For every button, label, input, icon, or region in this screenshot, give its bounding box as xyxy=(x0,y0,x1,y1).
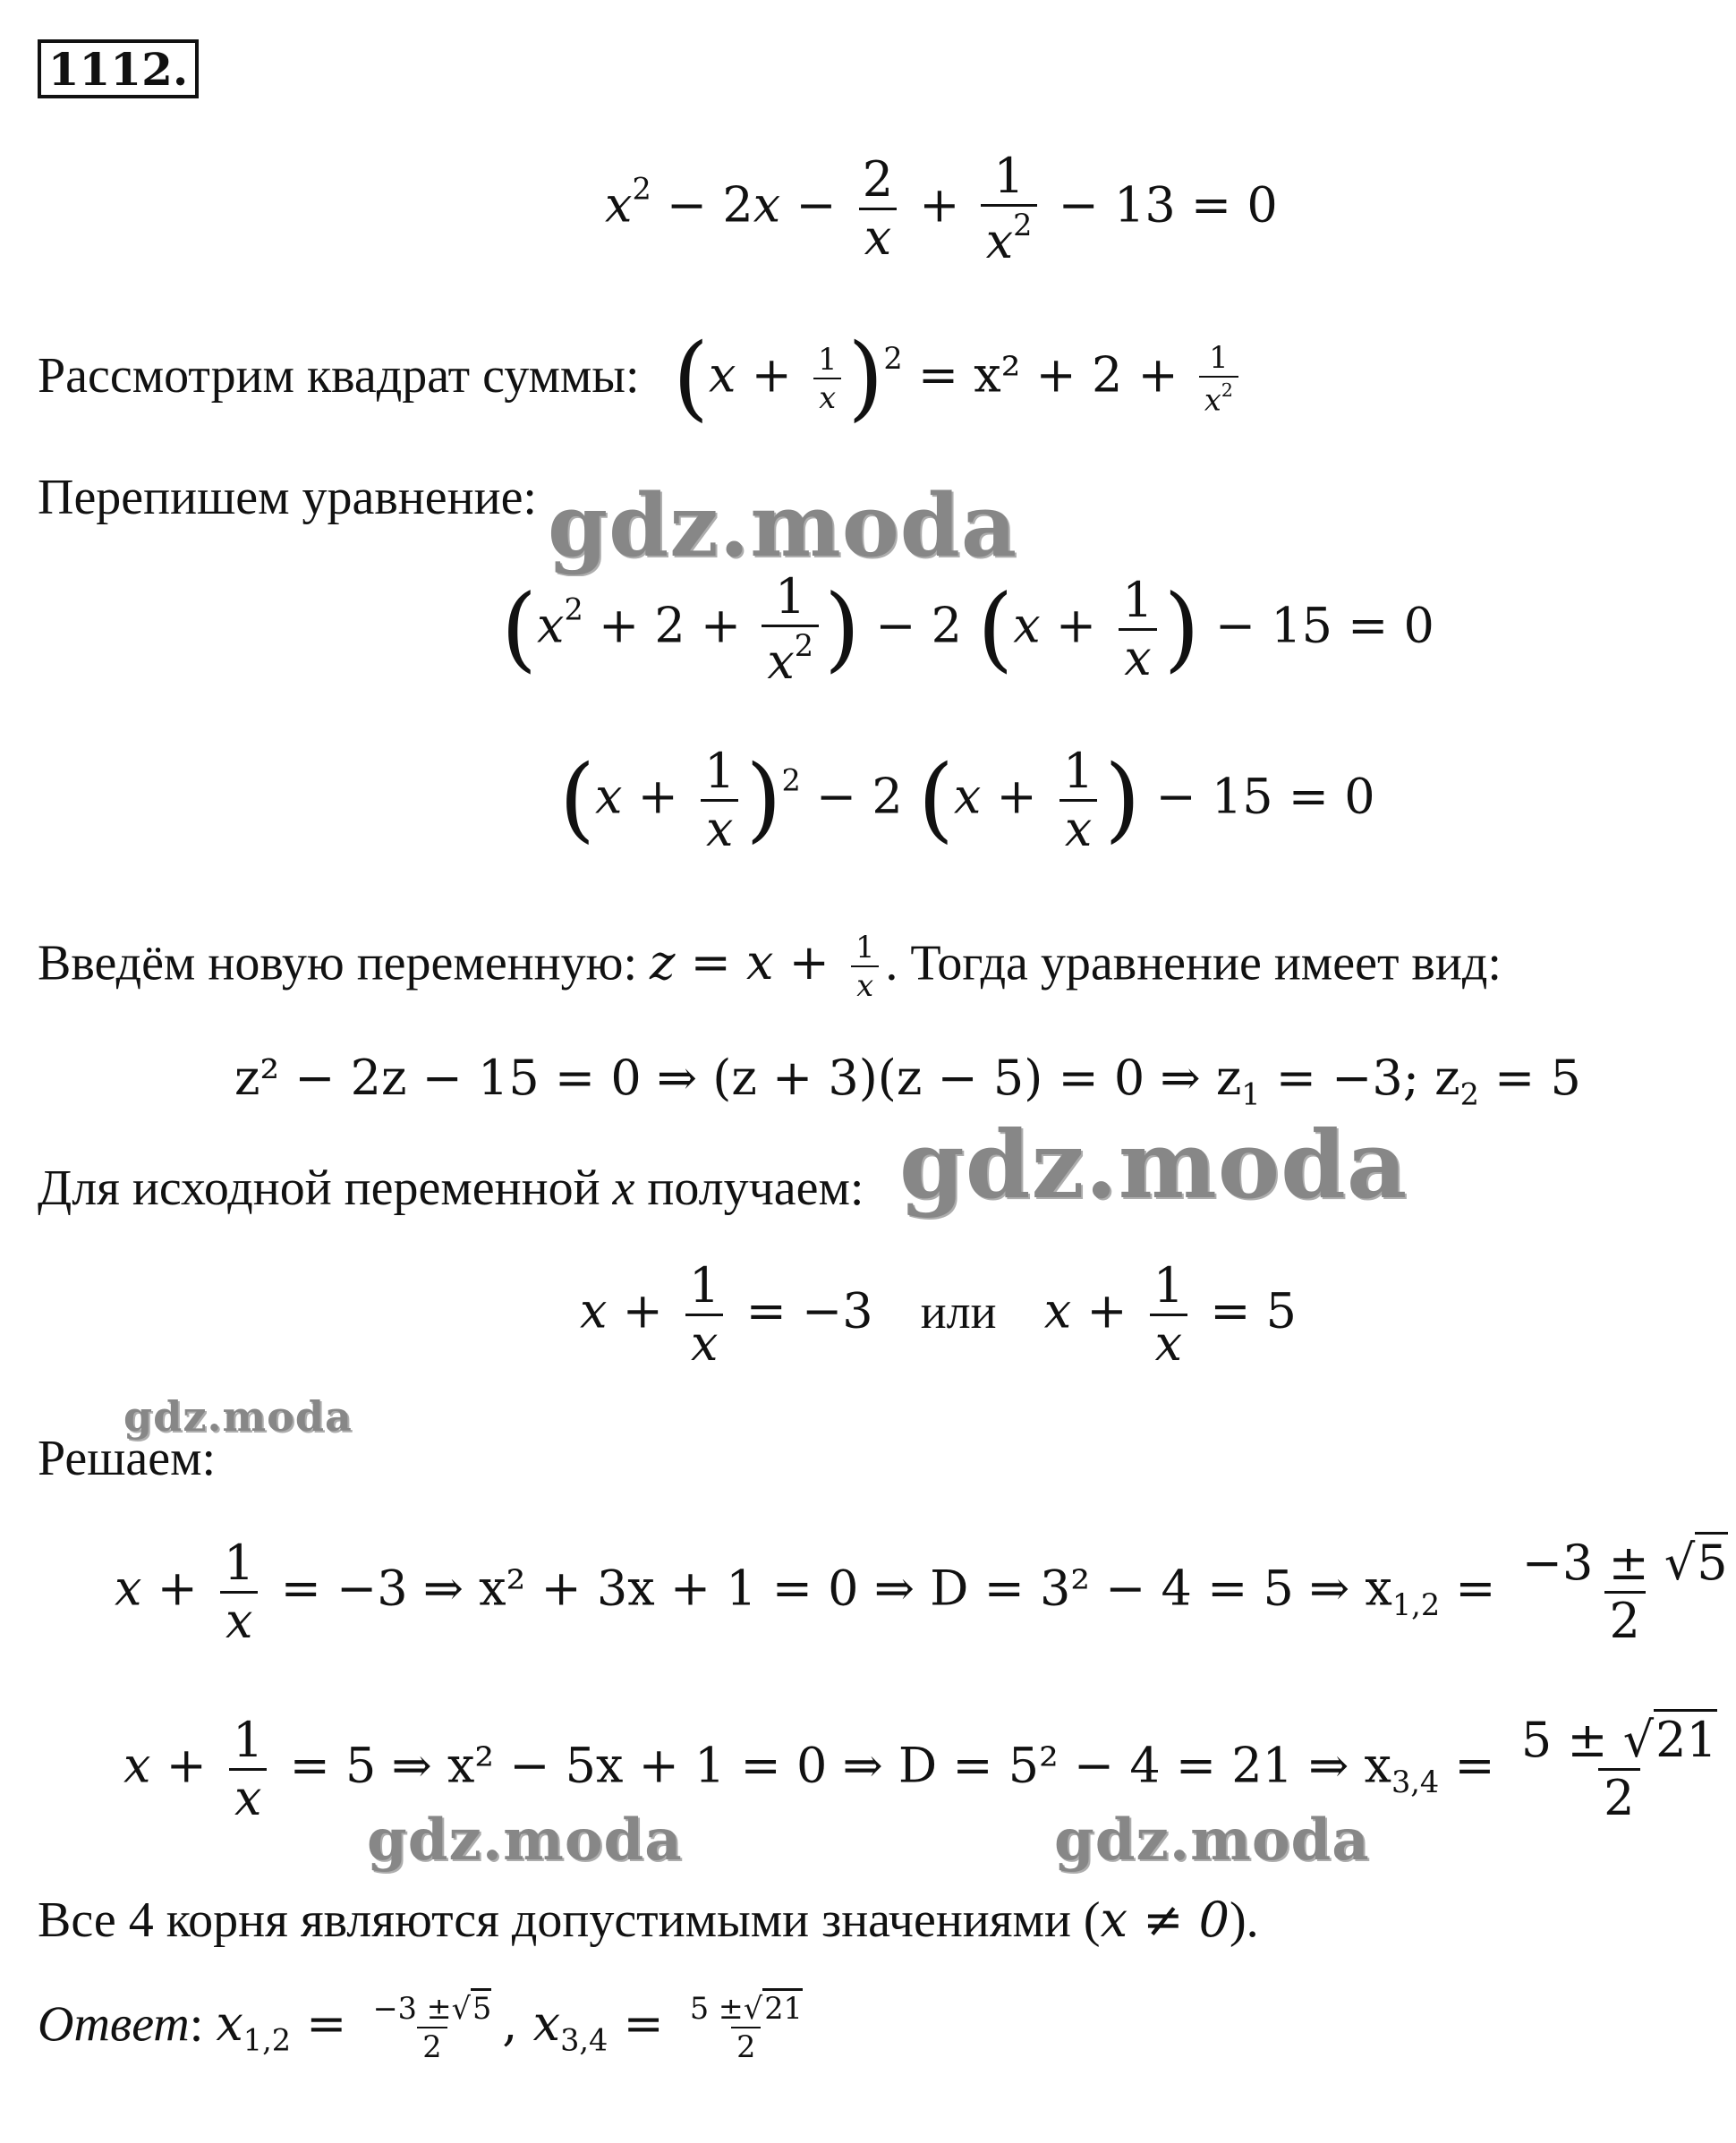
rewritten-equation-2: (x + $\frac{1}{x}$ )$^2$ − 2 (x + $\frac{1}{x}$ ) − 15 = 0 xyxy=(559,743,1375,857)
problem-number: 1112. xyxy=(38,39,199,98)
solve-text: Решаем: xyxy=(38,1431,217,1486)
two-cases: x + $\frac{1}{x}$ = −3 или x + $\frac{1}{x}$ = 5 xyxy=(580,1257,1298,1372)
watermark: gdz.moda xyxy=(1054,1807,1370,1874)
rewritten-equation-1: ($x^2 + 2$ + $\frac{1}{x^2}$ ) − 2 (x + $\frac{1}{x}$ ) − 15 = 0 xyxy=(501,568,1434,691)
z-equation: z² − 2z − 15 = 0 ⇒ (z + 3)(z − 5) = 0 ⇒ $z_1 = -3$; $z_2 = 5$ xyxy=(234,1050,1581,1112)
rewrite-text: Перепишем уравнение: xyxy=(38,470,537,525)
original-variable-line: Для исходной переменной x получаем: xyxy=(38,1161,864,1216)
watermark: gdz.moda xyxy=(899,1110,1408,1220)
watermark: gdz.moda xyxy=(123,1392,353,1441)
solution-line-1: x + $\frac{1}{x}$ = −3 ⇒ x² + 3x + 1 = 0 ⇒ D = 3² − 4 = 5 ⇒ $x_{1,2}$ = $\frac{-3 \pm √5}{2}$ xyxy=(115,1539,1736,1646)
main-equation: $x^2 - 2x$ − $\frac{2}{x}$ + $\frac{1}{x^2}$ − 13 = 0 xyxy=(605,148,1278,270)
new-variable-line: Введём новую переменную: z = x + $\frac{1}{x}$ . Тогда уравнение имеет вид: xyxy=(38,930,1502,1004)
solution-line-2: x + $\frac{1}{x}$ = 5 ⇒ x² − 5x + 1 = 0 ⇒ D = 5² − 4 = 21 ⇒ $x_{3,4}$ = $\frac{5 \pm √21}{2}$ xyxy=(123,1716,1728,1823)
consider-text: Рассмотрим квадрат суммы: xyxy=(38,348,640,404)
watermark: gdz.moda xyxy=(367,1807,683,1874)
answer-line: Ответ: $x_{1,2}$ = $\frac{-3 \pm√5}{2}$ , $x_{3,4}$ = $\frac{5 \pm√21}{2}$ xyxy=(38,1994,813,2062)
all-roots-line: Все 4 корня являются допустимыми значениями (x ≠ 0). xyxy=(38,1892,1259,1948)
watermark: gdz.moda xyxy=(548,475,1018,576)
square-identity: (x + $\frac{1}{x}$ )$^2$ = x² + 2 + $\frac{1}{x^2}$ xyxy=(673,333,1244,425)
